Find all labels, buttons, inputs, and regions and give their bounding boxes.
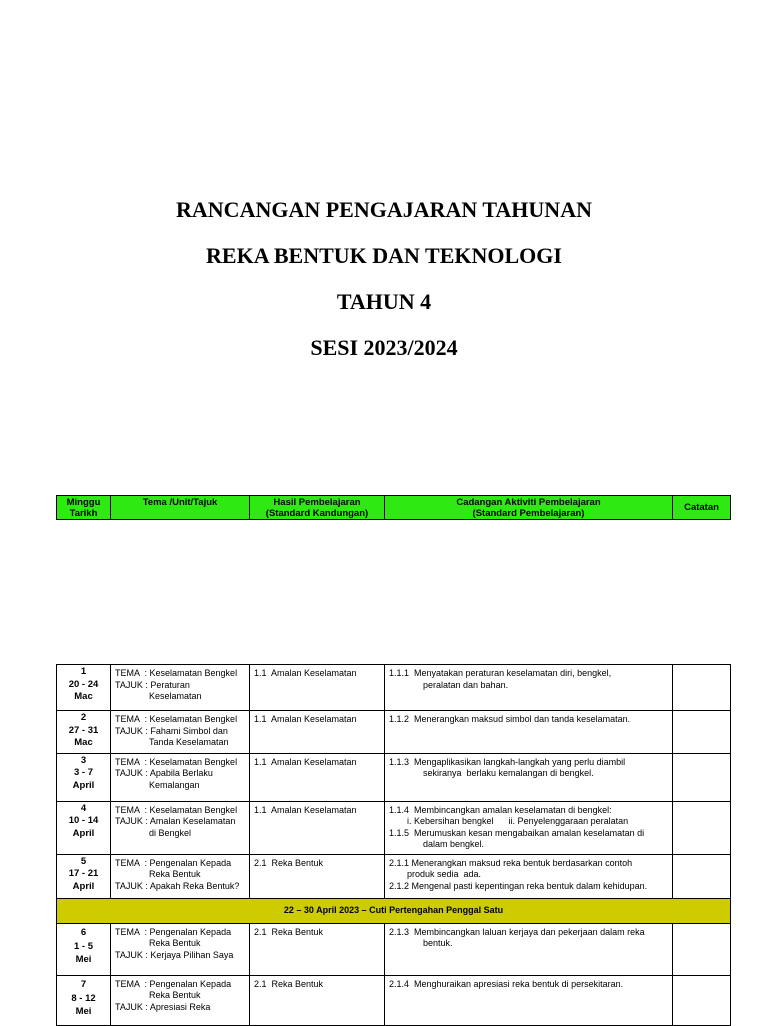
title-line-1: RANCANGAN PENGAJARAN TAHUNAN bbox=[176, 197, 592, 222]
tajuk-line: TAJUK : Kerjaya Pilihan Saya bbox=[115, 949, 234, 960]
table-row bbox=[57, 753, 731, 801]
hasil-cell bbox=[250, 923, 385, 975]
catatan-cell bbox=[673, 975, 731, 1025]
tema-continuation: Reka Bentuk bbox=[149, 938, 201, 948]
aktiviti-line: 1.1.2 Menerangkan maksud simbol dan tanda keselamatan. bbox=[389, 714, 631, 724]
aktiviti-line: 2.1.4 Menghuraikan apresiasi reka bentuk di persekitaran. bbox=[389, 978, 624, 989]
catatan-cell bbox=[673, 665, 731, 711]
table-row bbox=[57, 801, 731, 854]
hasil-text: 2.1 Reka Bentuk bbox=[254, 978, 324, 989]
week-number: 2 bbox=[80, 712, 87, 723]
week-number: 3 bbox=[80, 754, 87, 766]
tajuk-line: TAJUK : Apresiasi Reka bbox=[115, 1001, 211, 1012]
aktiviti-line: 2.1.2 Mengenal pasti kepentingan reka bentuk dalam kehidupan. bbox=[389, 880, 648, 891]
week-number: 7 bbox=[80, 978, 87, 990]
aktiviti-line: produk sedia ada. bbox=[407, 869, 482, 879]
table-row bbox=[57, 711, 731, 754]
week-month: April bbox=[72, 827, 95, 839]
table-row bbox=[57, 923, 731, 975]
week-cell bbox=[57, 854, 111, 898]
week-cell bbox=[57, 665, 111, 711]
week-month: April bbox=[72, 779, 95, 791]
week-month: April bbox=[72, 880, 95, 892]
tema-continuation: Reka Bentuk bbox=[149, 869, 201, 879]
hasil-cell bbox=[250, 711, 385, 754]
week-cell bbox=[57, 923, 111, 975]
header-minggu-tarikh bbox=[57, 496, 111, 520]
tajuk-continuation: Kemalangan bbox=[149, 779, 200, 790]
table-row bbox=[57, 975, 731, 1025]
week-number: 5 bbox=[80, 855, 87, 867]
tajuk-continuation: di Bengkel bbox=[149, 827, 192, 838]
aktiviti-line: 2.1.3 Membincangkan laluan kerjaya dan pekerjaan dalam reka bbox=[389, 926, 645, 937]
tajuk-line: TAJUK : Apakah Reka Bentuk? bbox=[115, 880, 240, 891]
title-line-2: REKA BENTUK DAN TEKNOLOGI bbox=[206, 243, 562, 268]
tema-line: TEMA : Pengenalan Kepada bbox=[115, 926, 232, 937]
tema-continuation: Reka Bentuk bbox=[149, 990, 201, 1000]
tajuk-line: TAJUK : Apabila Berlaku bbox=[115, 768, 213, 778]
aktiviti-line: sekiranya berlaku kemalangan di bengkel. bbox=[423, 768, 594, 778]
aktiviti-cell bbox=[385, 801, 673, 854]
aktiviti-cell bbox=[385, 923, 673, 975]
header-row bbox=[57, 496, 731, 520]
header-cadangan-sub: (Standard Pembelajaran) bbox=[472, 507, 585, 519]
aktiviti-cell bbox=[385, 854, 673, 898]
aktiviti-line: peralatan dan bahan. bbox=[423, 679, 509, 690]
catatan-cell bbox=[673, 801, 731, 854]
hasil-text: 1.1 Amalan Keselamatan bbox=[254, 714, 357, 724]
tema-cell bbox=[111, 801, 250, 854]
header-table bbox=[56, 495, 731, 520]
week-date: 20 - 24 bbox=[68, 678, 99, 690]
aktiviti-line: bentuk. bbox=[423, 938, 453, 948]
tajuk-continuation: Tanda Keselamatan bbox=[149, 737, 229, 747]
week-cell bbox=[57, 801, 111, 854]
header-cadangan bbox=[385, 496, 673, 520]
catatan-cell bbox=[673, 753, 731, 801]
header-tema bbox=[111, 496, 250, 520]
aktiviti-line: i. Kebersihan bengkel ii. Penyelenggaraan peralatan bbox=[407, 816, 629, 826]
tema-cell bbox=[111, 854, 250, 898]
table-row bbox=[57, 854, 731, 898]
hasil-text: 1.1 Amalan Keselamatan bbox=[254, 756, 357, 767]
title-line-4: SESI 2023/2024 bbox=[310, 335, 458, 360]
hasil-cell bbox=[250, 753, 385, 801]
header-hasil-sub: (Standard Kandungan) bbox=[265, 507, 369, 519]
tema-line: TEMA : Keselamatan Bengkel bbox=[115, 714, 238, 724]
title-line-3: TAHUN 4 bbox=[336, 289, 432, 314]
catatan-cell bbox=[673, 854, 731, 898]
tema-cell bbox=[111, 975, 250, 1025]
week-month: Mac bbox=[74, 691, 93, 702]
aktiviti-cell bbox=[385, 665, 673, 711]
aktiviti-line: 1.1.1 Menyatakan peraturan keselamatan diri, bengkel, bbox=[389, 668, 612, 678]
week-number: 1 bbox=[80, 666, 87, 677]
week-date: 3 - 7 bbox=[73, 767, 93, 778]
tema-cell bbox=[111, 711, 250, 754]
week-number: 6 bbox=[80, 926, 87, 938]
tema-line: TEMA : Keselamatan Bengkel bbox=[115, 668, 238, 678]
hasil-cell bbox=[250, 854, 385, 898]
week-date: 1 - 5 bbox=[73, 941, 93, 952]
plan-table bbox=[56, 664, 731, 1026]
document-title-block bbox=[0, 199, 768, 383]
week-date: 8 - 12 bbox=[71, 993, 96, 1004]
tema-line: TEMA : Pengenalan Kepada bbox=[115, 978, 232, 989]
header-hasil bbox=[250, 496, 385, 520]
week-month: Mei bbox=[75, 1005, 92, 1017]
aktiviti-line: 1.1.3 Mengaplikasikan langkah-langkah yang perlu diambil bbox=[389, 756, 626, 767]
header-cadangan-label: Cadangan Aktiviti Pembelajaran bbox=[456, 496, 601, 508]
catatan-cell bbox=[673, 711, 731, 754]
tajuk-line: TAJUK : Peraturan bbox=[115, 679, 190, 690]
week-number: 4 bbox=[80, 802, 87, 814]
week-date: 17 - 21 bbox=[68, 868, 99, 879]
tema-cell bbox=[111, 665, 250, 711]
hasil-text: 2.1 Reka Bentuk bbox=[254, 926, 324, 937]
tajuk-line: TAJUK : Fahami Simbol dan bbox=[115, 725, 228, 736]
aktiviti-line: 1.1.5 Merumuskan kesan mengabaikan amalan keselamatan di bbox=[389, 827, 645, 838]
week-cell bbox=[57, 753, 111, 801]
week-date: 10 - 14 bbox=[68, 815, 99, 826]
hasil-text: 1.1 Amalan Keselamatan bbox=[254, 668, 357, 678]
tema-line: TEMA : Pengenalan Kepada bbox=[115, 857, 232, 868]
tajuk-continuation: Keselamatan bbox=[149, 691, 202, 701]
aktiviti-line: 2.1.1 Menerangkan maksud reka bentuk berdasarkan contoh bbox=[389, 857, 633, 868]
week-month: Mac bbox=[74, 737, 93, 748]
table-row bbox=[57, 665, 731, 711]
week-cell bbox=[57, 711, 111, 754]
hasil-text: 1.1 Amalan Keselamatan bbox=[254, 804, 357, 815]
week-date: 27 - 31 bbox=[68, 724, 99, 736]
hasil-text: 2.1 Reka Bentuk bbox=[254, 857, 324, 868]
header-tema-label: Tema /Unit/Tajuk bbox=[142, 497, 218, 508]
tema-line: TEMA : Keselamatan Bengkel bbox=[115, 756, 238, 767]
hasil-cell bbox=[250, 665, 385, 711]
tajuk-line: TAJUK : Amalan Keselamatan bbox=[115, 816, 236, 826]
week-cell bbox=[57, 975, 111, 1025]
aktiviti-cell bbox=[385, 711, 673, 754]
aktiviti-line: 1.1.4 Membincangkan amalan keselamatan di bengkel: bbox=[389, 804, 612, 815]
aktiviti-cell bbox=[385, 975, 673, 1025]
holiday-banner: 22 – 30 April 2023 – Cuti Pertengahan Penggal Satu bbox=[57, 898, 731, 923]
aktiviti-cell bbox=[385, 753, 673, 801]
week-month: Mei bbox=[75, 953, 92, 965]
tema-cell bbox=[111, 753, 250, 801]
catatan-cell bbox=[673, 923, 731, 975]
header-catatan: Catatan bbox=[673, 496, 731, 520]
hasil-cell bbox=[250, 975, 385, 1025]
aktiviti-line: dalam bengkel. bbox=[423, 839, 485, 849]
header-hasil-label: Hasil Pembelajaran bbox=[273, 496, 361, 508]
header-tarikh: Tarikh bbox=[69, 507, 98, 519]
hasil-cell bbox=[250, 801, 385, 854]
tema-cell bbox=[111, 923, 250, 975]
tema-line: TEMA : Keselamatan Bengkel bbox=[115, 804, 238, 815]
holiday-row bbox=[57, 898, 731, 923]
header-minggu: Minggu bbox=[66, 496, 101, 508]
